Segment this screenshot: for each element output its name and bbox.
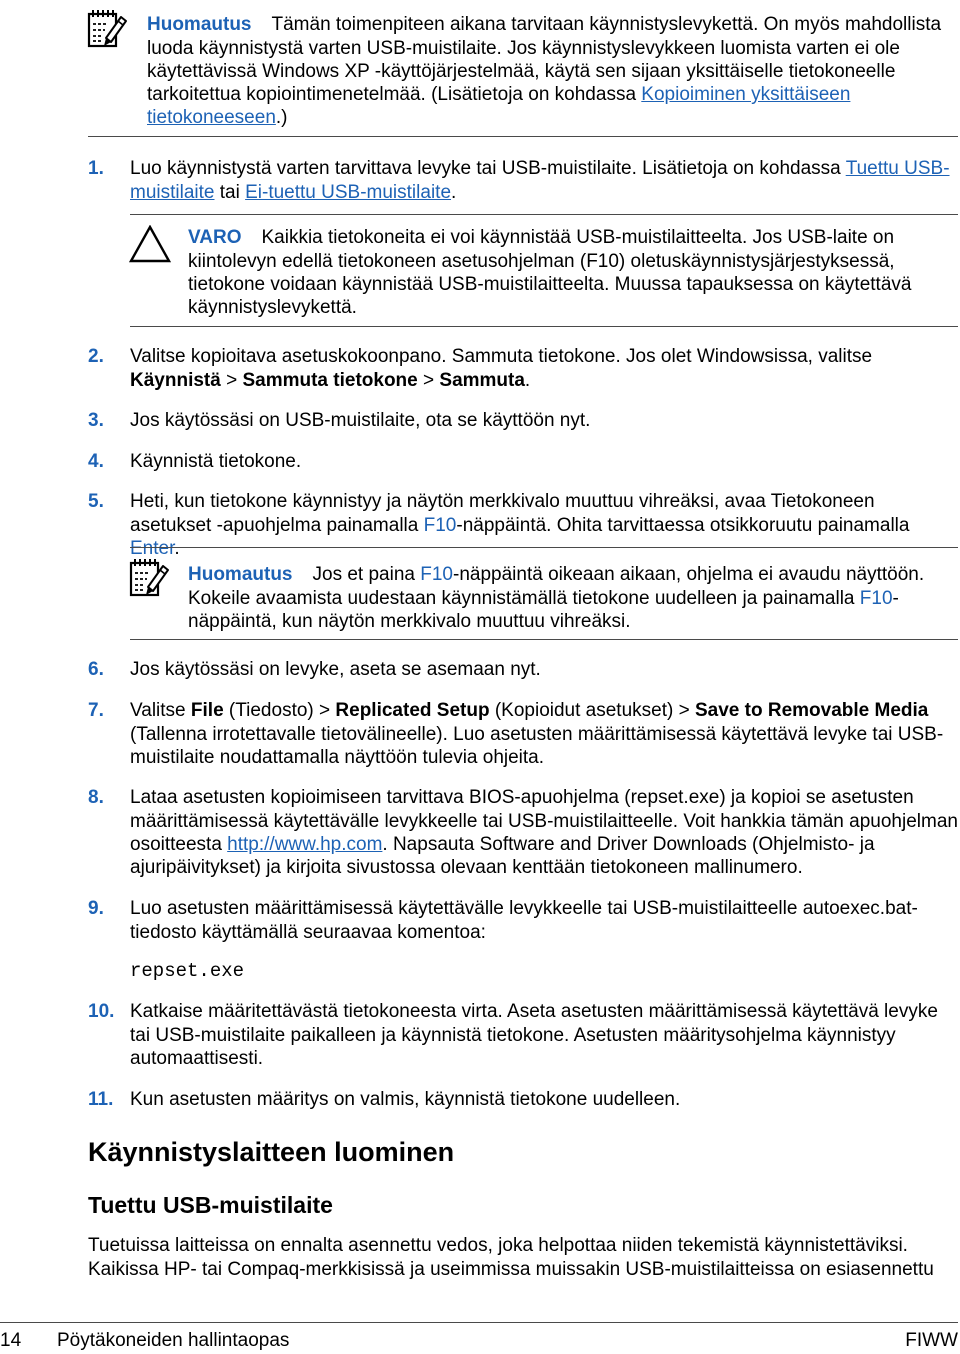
step-text: [130, 157, 958, 204]
menu-path-replicated-setup: Replicated Setup: [335, 700, 490, 722]
note-top-rule: [130, 547, 958, 548]
step-text: Jos käytössäsi on levyke, aseta se asemaan nyt.: [130, 659, 541, 681]
note-icon: [87, 7, 129, 49]
caution-text: Kaikkia tietokoneita ei voi käynnistää USB-muistilaitteelta. Jos USB-laite on kiintolevyn edellä tietokoneen asetusohjelman (F10) oletuskäynnistysjärjestyksessä, tietokone voidaan käynnistää USB-muistilaitteelta. Muussa tapauksessa on käytettävä käynnistyslevykettä.: [188, 227, 912, 319]
step-text-segment: .: [524, 369, 531, 391]
section-paragraph: Tuetuissa laitteissa on ennalta asennettu vedos, joka helpottaa niiden tekemistä käynnistettäviksi. Kaikissa HP- tai Compaq-merkkisissä ja useimmissa muissakin USB-muistilaitteissa on esiasennettu: [88, 1235, 934, 1280]
step-text: [130, 345, 958, 392]
caution: [188, 226, 958, 319]
step-9: [88, 897, 958, 944]
note-text: -näppäintä oikeaan aikaan, ohjelma ei avaudu näyttöön. Kokeile avaamista uudestaan käynnistämällä tietokone uudelleen ja painamalla: [188, 564, 925, 609]
note-text: Jos et paina: [312, 564, 421, 586]
step-text-segment: (Tiedosto) >: [223, 700, 336, 722]
link-kopioiminen-yksittaiseen-tietokoneeseen[interactable]: Kopioiminen yksittäiseen tietokoneeseen: [147, 84, 851, 129]
step-number: 5.: [88, 491, 104, 513]
step-number: 7.: [88, 700, 104, 722]
caution-label: VARO: [188, 227, 242, 249]
warning-triangle-icon: [129, 225, 171, 263]
step-10: [88, 1000, 958, 1070]
menu-path-file: File: [190, 700, 224, 722]
caution-bottom-rule: [130, 326, 958, 327]
step-11: [88, 1088, 958, 1111]
step-text-segment: .: [451, 181, 457, 203]
step-number: 10.: [88, 1001, 115, 1023]
menu-path-sammuta-tietokone: Sammuta tietokone: [242, 369, 418, 391]
step-7: [88, 699, 958, 769]
step-text: [130, 699, 958, 769]
key-f10: F10: [859, 587, 893, 609]
step-4: [88, 450, 958, 473]
key-enter: Enter: [130, 537, 175, 559]
step-number: 1.: [88, 158, 104, 180]
step-text-segment: >: [220, 369, 243, 391]
link-ei-tuettu-usb-muistilaite[interactable]: Ei-tuettu USB-muistilaite: [245, 181, 452, 203]
step-number: 4.: [88, 451, 104, 473]
step-number: 9.: [88, 898, 104, 920]
step-text: Luo asetusten määrittämisessä käytettävälle levykkeelle tai USB-muistilaitteelle autoexec.bat-tiedosto käyttämällä seuraavaa komentoa:: [130, 898, 918, 943]
step-text: Katkaise määritettävästä tietokoneesta virta. Aseta asetusten määrittämisessä käytettävä levyke tai USB-muistilaite paikalleen ja käynnistä tietokone. Asetusten määritysohjelma käynnistyy automaattisesti.: [130, 1001, 938, 1069]
step-2: [88, 345, 958, 392]
link-hp-website[interactable]: http://www.hp.com: [227, 833, 383, 855]
step-text: Jos käytössäsi on USB-muistilaite, ota se käyttöön nyt.: [130, 410, 591, 432]
page-number: 14: [0, 1330, 22, 1352]
note-bottom-rule: [88, 136, 958, 137]
step-text-segment: Heti, kun tietokone käynnistyy ja näytön merkkivalo muuttuu vihreäksi, avaa Tietokoneen asetukset -apuohjelma painamalla: [130, 491, 875, 536]
footer-locale: FIWW: [905, 1330, 958, 1352]
menu-path-kaynnista: Käynnistä: [130, 369, 221, 391]
step-text-segment: Valitse kopioitava asetuskokoonpano. Sammuta tietokone. Jos olet Windowsissa, valitse: [130, 346, 873, 368]
step-number: 8.: [88, 787, 104, 809]
step-text-segment: -näppäintä. Ohita tarvittaessa otsikkoruutu painamalla: [456, 514, 910, 536]
link-tuettu-usb-muistilaite[interactable]: Tuettu USB-muistilaite: [130, 158, 950, 203]
step-text-segment: Lataa asetusten kopioimiseen tarvittava BIOS-apuohjelma (repset.exe) ja kopioi se asetusten määrittämisessä käytettävälle levykkeelle tai USB-muistilaitteelle. Voit hankkia tämän apuohjelman osoitteesta: [130, 787, 958, 855]
step-number: 11.: [88, 1089, 114, 1111]
command-code: repset.exe: [130, 960, 245, 983]
section-subheading: Tuettu USB-muistilaite: [88, 1192, 333, 1218]
note-label: Huomautus: [147, 14, 252, 36]
step-text-segment: . Napsauta Software and Driver Downloads (Ohjelmisto- ja ajuripäivitykset) ja kirjoita sivustossa olevaan kenttään tietokoneen mallinumero.: [130, 833, 875, 879]
step-1: [88, 157, 958, 204]
menu-path-save-to-removable-media: Save to Removable Media: [694, 700, 929, 722]
step-text-segment: tai: [214, 181, 246, 203]
step-5: [88, 490, 958, 560]
note-bottom-rule: [130, 639, 958, 640]
step-text-segment: Valitse: [130, 700, 191, 722]
key-f10: F10: [420, 564, 453, 586]
step-number: 6.: [88, 659, 104, 681]
step-text-segment: .: [174, 537, 180, 559]
step-text-segment: >: [417, 369, 440, 391]
footer-title: Pöytäkoneiden hallintaopas: [57, 1330, 290, 1352]
step-text: [130, 490, 958, 560]
step-text-segment: Luo käynnistystä varten tarvittava levyke tai USB-muistilaite. Lisätietoja on kohdassa: [130, 158, 846, 180]
note-top: [147, 13, 958, 129]
section-heading: Käynnistyslaitteen luominen: [88, 1137, 455, 1167]
note-step5: [188, 563, 958, 633]
menu-path-sammuta: Sammuta: [439, 369, 525, 391]
step-text-segment: (Tallenna irrotettavalle tietovälineelle). Luo asetusten määrittämisessä käytettävä levyke tai USB-muistilaite noudattamalla näyttöön tulevia ohjeita.: [130, 723, 944, 768]
step-text: Käynnistä tietokone.: [130, 451, 302, 473]
step-8: [88, 786, 958, 879]
note-text: -näppäintä, kun näytön merkkivalo muuttuu vihreäksi.: [188, 587, 899, 632]
note-label: Huomautus: [188, 564, 293, 586]
step-3: [88, 409, 958, 432]
note-text-end: .): [275, 107, 288, 129]
step-6: [88, 658, 958, 681]
note-text: Tämän toimenpiteen aikana tarvitaan käynnistyslevykettä. On myös mahdollista luoda käynnistystä varten USB-muistilaite. Jos käynnistyslevykkeen luomista varten ei ole käytettävissä Windows XP -käyttöjärjestelmää, käytä sen sijaan yksittäiselle tietokoneelle tarkoitettua kopiointimenetelmää. (Lisätietoja on kohdassa: [147, 14, 942, 106]
key-f10: F10: [423, 514, 457, 536]
step-number: 3.: [88, 410, 104, 432]
caution-top-rule: [130, 214, 958, 215]
step-text: [130, 786, 958, 879]
step-text: Kun asetusten määritys on valmis, käynnistä tietokone uudelleen.: [130, 1089, 681, 1111]
step-number: 2.: [88, 346, 104, 368]
footer-rule: [0, 1322, 958, 1323]
note-icon: [129, 556, 171, 598]
step-text-segment: (Kopioidut asetukset) >: [489, 700, 695, 722]
